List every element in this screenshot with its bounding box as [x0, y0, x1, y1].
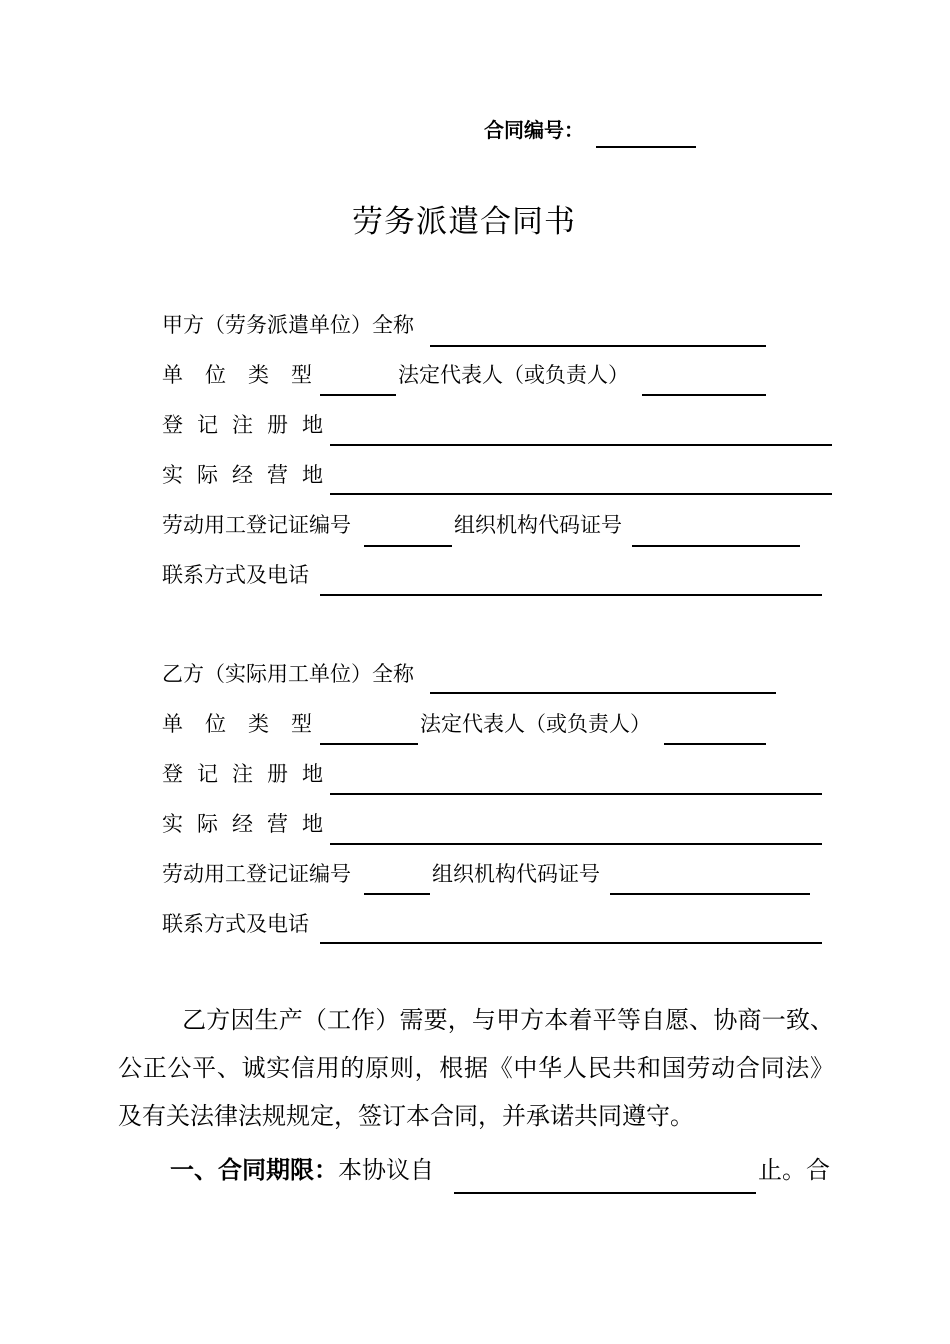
party-a-reg-address-field[interactable]	[330, 444, 832, 446]
section-1-text-before: 本协议自	[338, 1156, 434, 1184]
party-a-unit-type-field[interactable]	[320, 394, 396, 396]
party-b-labor-cert-field[interactable]	[364, 893, 430, 895]
contract-number-label: 合同编号：	[484, 118, 584, 142]
party-b-contact-label: 联系方式及电话	[162, 912, 309, 936]
party-a-legal-rep-label: 法定代表人（或负责人）	[398, 363, 629, 387]
party-a-org-code-label: 组织机构代码证号	[454, 513, 622, 537]
party-a-full-name-field[interactable]	[430, 345, 766, 347]
section-1-line	[170, 1150, 434, 1190]
party-a-legal-rep-field[interactable]	[642, 394, 766, 396]
contract-period-field[interactable]	[454, 1192, 756, 1194]
party-a-contact-field[interactable]	[320, 594, 822, 596]
page-title: 劳务派遣合同书	[352, 204, 576, 240]
party-a-full-name-label: 甲方（劳务派遣单位）全称	[162, 313, 414, 337]
party-b-org-code-label: 组织机构代码证号	[432, 862, 600, 886]
party-a-contact-label: 联系方式及电话	[162, 563, 309, 587]
party-b-actual-address-label: 实际经营地	[162, 812, 337, 836]
party-b-legal-rep-label: 法定代表人（或负责人）	[420, 712, 651, 736]
intro-paragraph	[118, 996, 834, 1140]
party-a-labor-cert-label: 劳动用工登记证编号	[162, 513, 351, 537]
intro-text: 乙方因生产（工作）需要，与甲方本着平等自愿、协商一致、公正公平、诚实信用的原则，根据《中华人民共和国劳动合同法》及有关法律法规规定，签订本合同，并承诺共同遵守。	[118, 1006, 834, 1130]
party-a-labor-cert-field[interactable]	[364, 545, 452, 547]
party-b-actual-address-field[interactable]	[330, 843, 822, 845]
section-1-heading: 一、合同期限：	[170, 1156, 338, 1184]
party-b-legal-rep-field[interactable]	[664, 743, 766, 745]
party-a-org-code-field[interactable]	[632, 545, 800, 547]
party-b-org-code-field[interactable]	[610, 893, 810, 895]
party-b-contact-field[interactable]	[320, 942, 822, 944]
party-a-actual-address-label: 实际经营地	[162, 463, 337, 487]
contract-number-field[interactable]	[596, 146, 696, 148]
party-a-reg-address-label: 登记注册地	[162, 413, 337, 437]
party-a-actual-address-field[interactable]	[330, 493, 832, 495]
party-b-full-name-label: 乙方（实际用工单位）全称	[162, 662, 414, 686]
party-b-labor-cert-label: 劳动用工登记证编号	[162, 862, 351, 886]
party-b-reg-address-field[interactable]	[330, 793, 822, 795]
party-b-unit-type-label: 单位类型	[162, 712, 334, 736]
section-1-text-after: 止。合	[758, 1156, 830, 1184]
party-a-unit-type-label: 单位类型	[162, 363, 334, 387]
party-b-reg-address-label: 登记注册地	[162, 762, 337, 786]
party-b-full-name-field[interactable]	[430, 692, 776, 694]
party-b-unit-type-field[interactable]	[320, 743, 418, 745]
